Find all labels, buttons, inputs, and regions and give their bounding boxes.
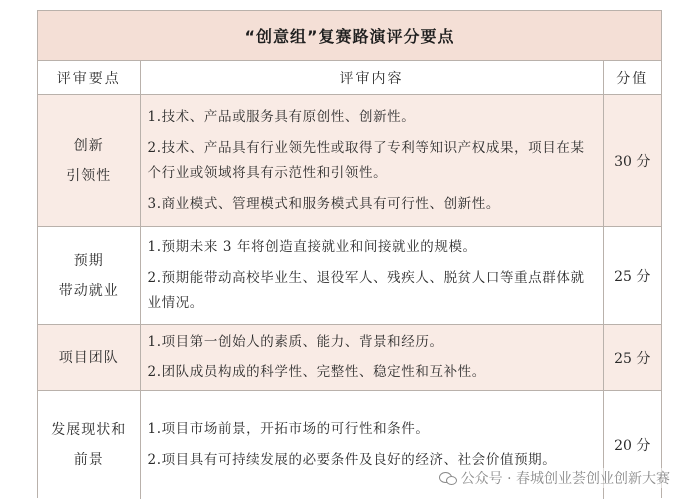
score-cell: 20 分 — [603, 391, 661, 499]
content-item: 1.项目第一创始人的素质、能力、背景和经历。 — [147, 334, 444, 350]
table-row-innovation — [38, 95, 661, 227]
content-item: 2.技术、产品具有行业领先性或取得了专利等知识产权成果，项目在某个行业或领域将具有示范性和引领性。 — [147, 139, 585, 181]
content-item: 3.商业模式、管理模式和服务模式具有可行性、创新性。 — [147, 195, 500, 212]
criterion-line: 前景 — [73, 451, 104, 468]
score-cell: 25 分 — [603, 325, 661, 391]
criterion-line: 带动就业 — [58, 282, 119, 299]
criterion-line: 创新 — [73, 137, 104, 154]
criterion-line: 预期 — [73, 252, 104, 269]
content-cell — [140, 325, 603, 391]
criterion-line: 引领性 — [66, 167, 112, 184]
score-cell: 25 分 — [603, 227, 661, 325]
watermark-text: 公众号 · 春城创业荟创业创新大赛 — [460, 471, 670, 487]
content-item: 2.项目具有可持续发展的必要条件及良好的经济、社会价值预期。 — [147, 451, 557, 468]
header-content: 评审内容 — [140, 61, 603, 95]
score-cell: 30 分 — [603, 95, 661, 227]
criterion-cell — [38, 325, 140, 391]
content-item: 1.项目市场前景，开拓市场的可行性和条件。 — [147, 420, 430, 437]
header-score: 分值 — [603, 61, 661, 95]
table-row-employment — [38, 227, 661, 325]
criterion-cell — [38, 391, 140, 499]
content-item: 1.技术、产品或服务具有原创性、创新性。 — [147, 108, 416, 125]
content-item: 2.团队成员构成的科学性、完整性、稳定性和互补性。 — [147, 364, 486, 380]
table-title: “创意组”复赛路演评分要点 — [38, 11, 661, 61]
content-item: 2.预期能带动高校毕业生、退役军人、残疾人、脱贫人口等重点群体就业情况。 — [147, 270, 585, 311]
content-cell — [140, 95, 603, 227]
watermark — [439, 468, 670, 488]
scoring-table — [38, 61, 661, 499]
scoring-table-sheet — [37, 10, 662, 498]
content-cell — [140, 227, 603, 325]
content-item: 1.预期未来 3 年将创造直接就业和间接就业的规模。 — [147, 239, 477, 255]
criterion-line: 发展现状和 — [51, 421, 127, 438]
header-row — [38, 61, 661, 95]
criterion-cell — [38, 227, 140, 325]
wechat-icon — [439, 471, 457, 485]
criterion-cell — [38, 95, 140, 227]
criterion-line: 项目团队 — [58, 349, 119, 366]
table-row-team — [38, 325, 661, 391]
header-criterion: 评审要点 — [38, 61, 140, 95]
